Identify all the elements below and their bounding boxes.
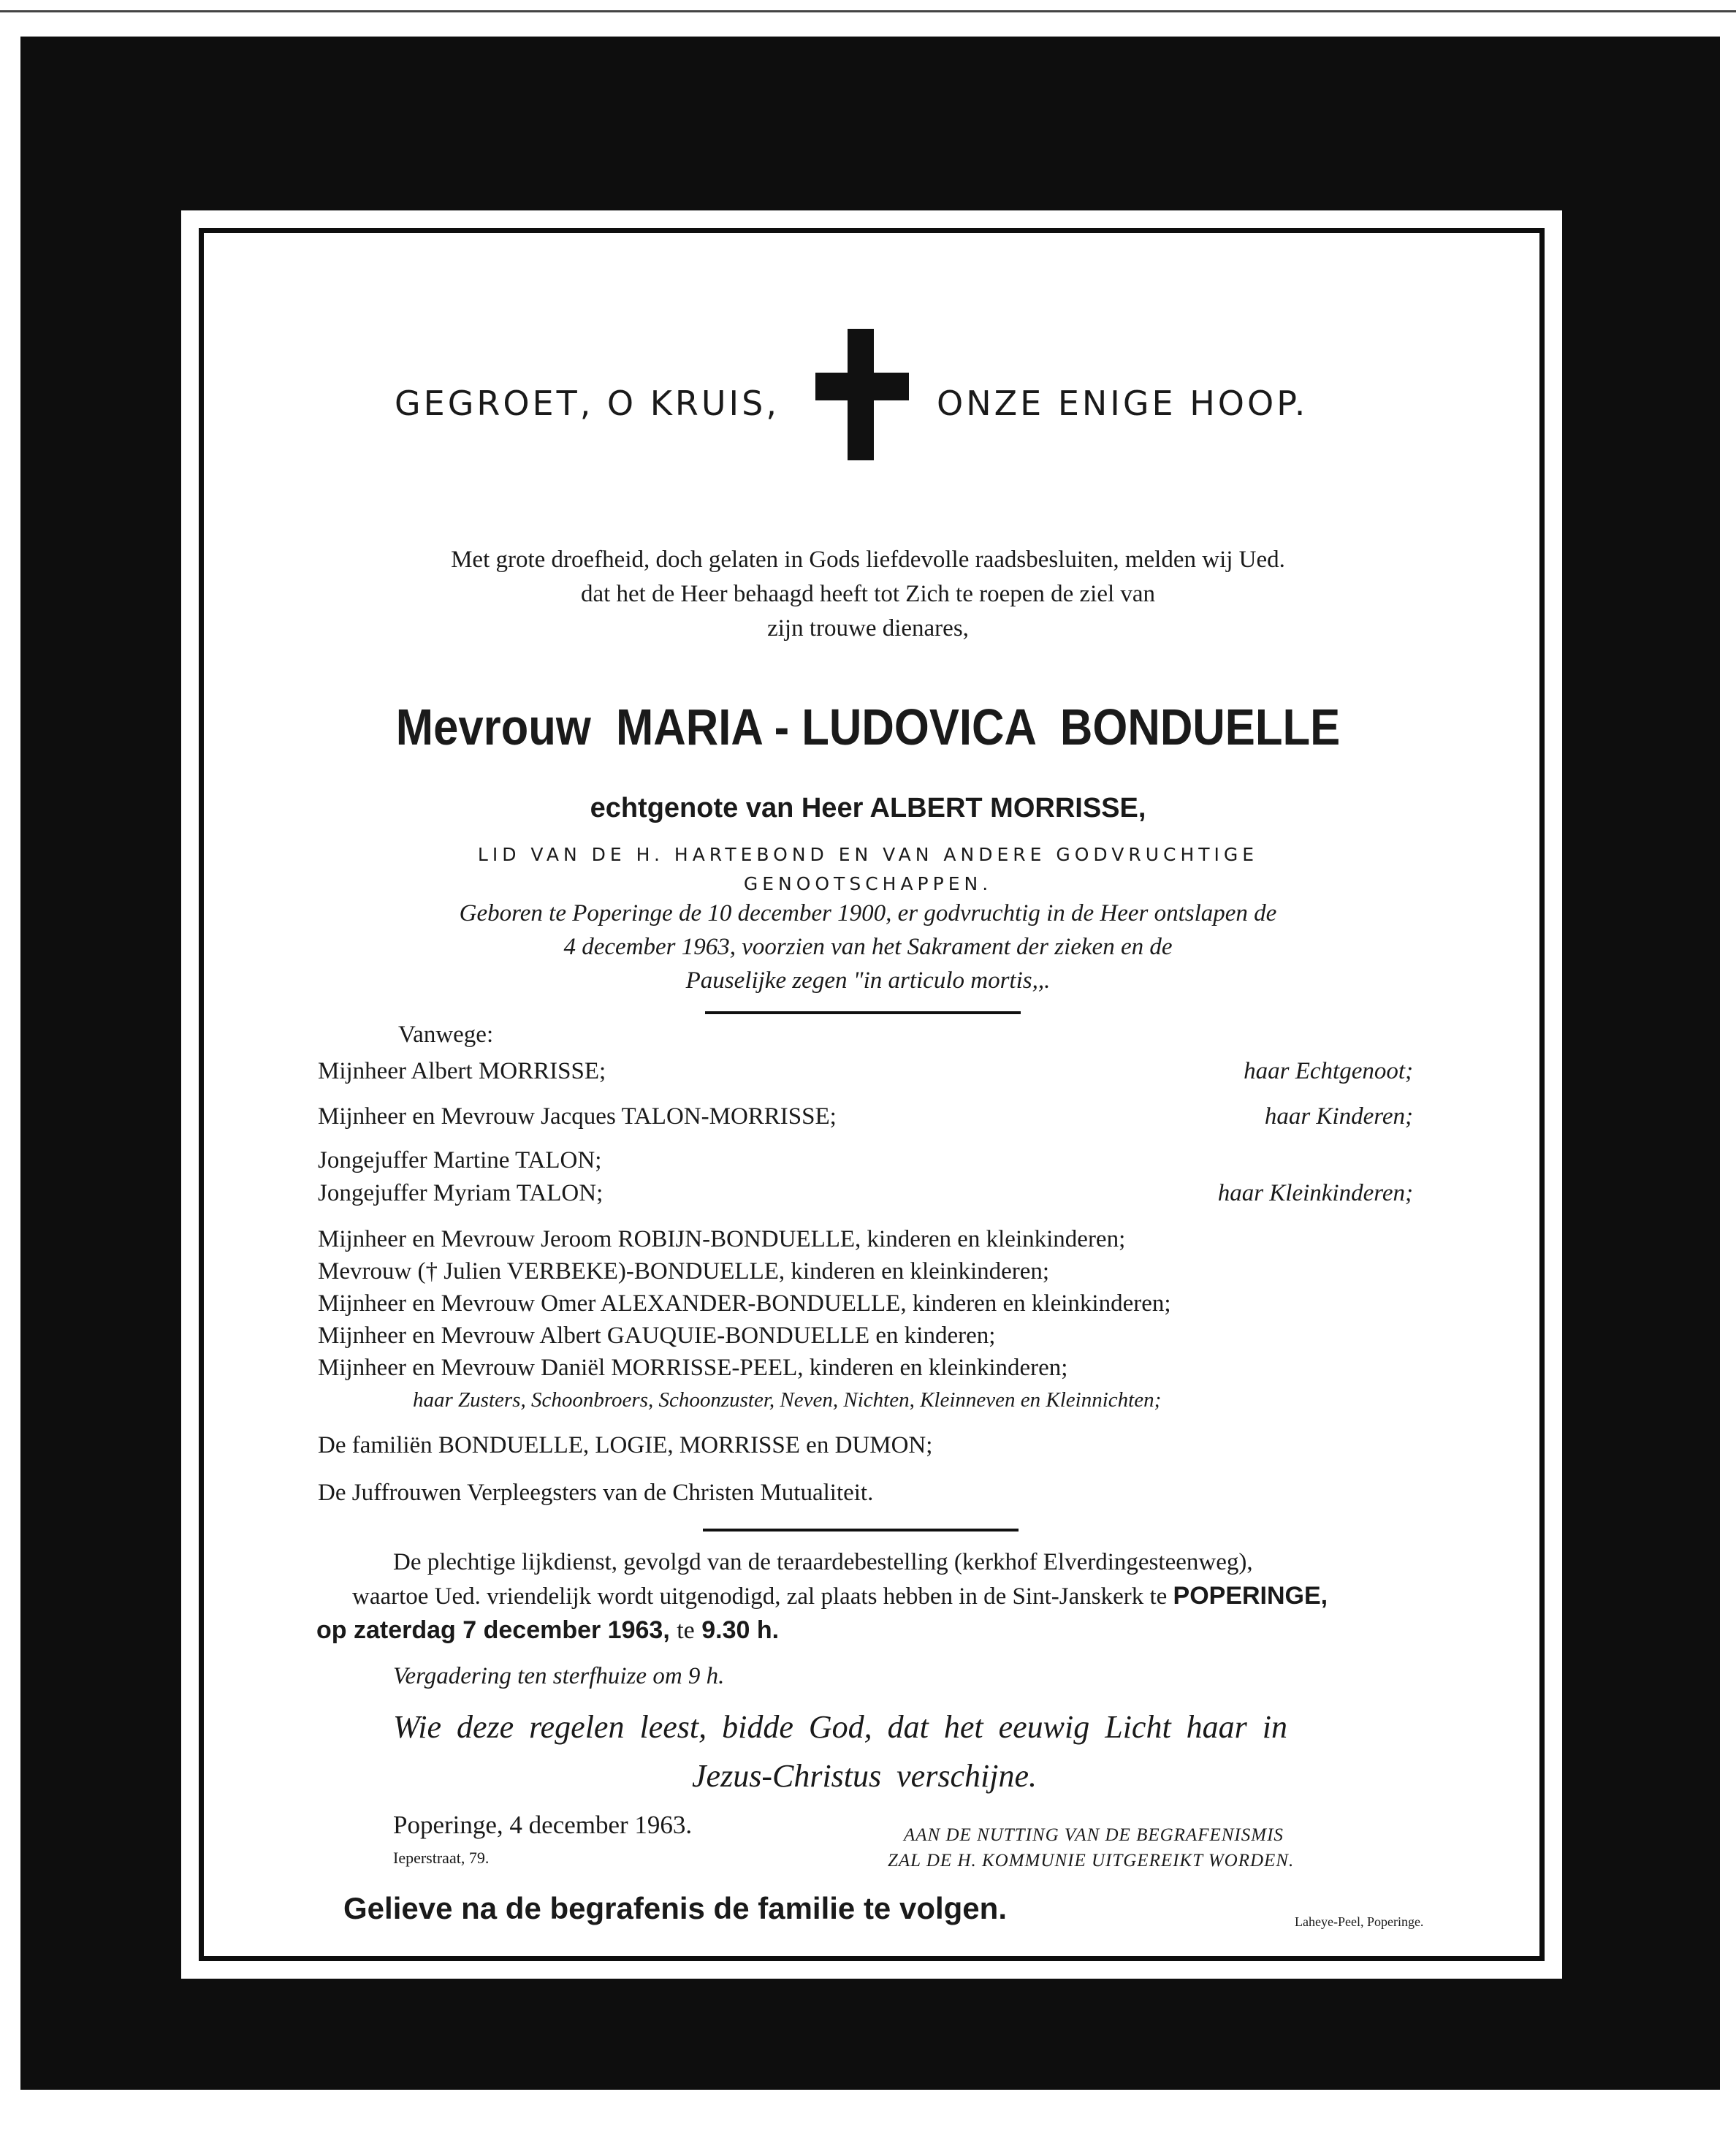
divider-2: [703, 1529, 1019, 1532]
service-line-2: [352, 1582, 1328, 1610]
vanwege-label: Vanwege:: [398, 1021, 494, 1048]
families-line: De familiën BONDUELLE, LOGIE, MORRISSE en DUMON;: [318, 1432, 933, 1458]
intro-line-3: zijn trouwe dienares,: [767, 615, 969, 642]
intro-line-2: dat het de Heer behaagd heeft tot Zich te roepen de ziel van: [580, 581, 1156, 607]
service-time: 9.30 h.: [701, 1616, 780, 1644]
deceased-name: Mevrouw MARIA - LUDOVICA BONDUELLE: [395, 699, 1341, 756]
sibling-line: Mevrouw († Julien VERBEKE)-BONDUELLE, kinderen en kleinkinderen;: [318, 1258, 1050, 1285]
header-left: GEGROET, O KRUIS,: [395, 384, 780, 423]
service-line-1: De plechtige lijkdienst, gevolgd van de teraardebestelling (kerkhof Elverdingesteenweg),: [393, 1549, 1253, 1575]
scan-top-line: [0, 10, 1736, 12]
follow-notice: Gelieve na de begrafenis de familie te volgen.: [343, 1891, 1007, 1925]
header-right: ONZE ENIGE HOOP.: [937, 384, 1309, 423]
relation-name: Mijnheer en Mevrouw Jacques TALON-MORRISSE;: [318, 1103, 837, 1130]
relation-name: Mijnheer Albert MORRISSE;: [318, 1058, 606, 1084]
address: Ieperstraat, 79.: [393, 1849, 490, 1867]
relation-name: Jongejuffer Myriam TALON;: [318, 1180, 604, 1206]
sibling-line: Mijnheer en Mevrouw Omer ALEXANDER-BONDUELLE, kinderen en kleinkinderen;: [318, 1290, 1171, 1317]
printer-credit: Laheye-Peel, Poperinge.: [1295, 1914, 1424, 1929]
divider-1: [705, 1011, 1021, 1014]
relation-role: haar Kleinkinderen;: [1217, 1180, 1413, 1206]
service-town: POPERINGE,: [1173, 1582, 1328, 1610]
birth-death-line-2: 4 december 1963, voorzien van het Sakrament der zieken en de: [563, 934, 1173, 960]
intro-line-1: Met grote droefheid, doch gelaten in Gods liefdevolle raadsbesluiten, melden wij Ued.: [451, 547, 1285, 573]
place-date: Poperinge, 4 december 1963.: [393, 1811, 693, 1839]
membership-line-1: LID VAN DE H. HARTEBOND EN VAN ANDERE GODVRUCHTIGE: [477, 844, 1259, 865]
service-te: te: [677, 1617, 695, 1644]
service-invitation: waartoe Ued. vriendelijk wordt uitgenodigd, zal plaats hebben in de Sint-Janskerk te: [352, 1583, 1168, 1610]
inner-border: [199, 228, 1545, 1961]
birth-death-line-1: Geboren te Poperinge de 10 december 1900, er godvruchtig in de Heer ontslapen de: [459, 900, 1277, 926]
prayer-line-1: Wie deze regelen leest, bidde God, dat het eeuwig Licht haar in: [393, 1709, 1288, 1745]
sibling-line: Mijnheer en Mevrouw Jeroom ROBIJN-BONDUELLE, kinderen en kleinkinderen;: [318, 1226, 1126, 1252]
communion-line-2: ZAL DE H. KOMMUNIE UITGEREIKT WORDEN.: [888, 1851, 1295, 1871]
service-day: op zaterdag 7 december 1963,: [316, 1616, 670, 1644]
sibling-line: Mijnheer en Mevrouw Albert GAUQUIE-BONDUELLE en kinderen;: [318, 1323, 996, 1349]
service-line-3: [316, 1616, 779, 1645]
relation-role: haar Echtgenoot;: [1244, 1058, 1413, 1084]
membership-line-2: GENOOTSCHAPPEN.: [743, 873, 993, 894]
birth-death-line-3: Pauselijke zegen "in articulo mortis,,.: [685, 967, 1051, 994]
communion-line-1: AAN DE NUTTING VAN DE BEGRAFENISMIS: [904, 1825, 1284, 1845]
nurses-line: De Juffrouwen Verpleegsters van de Christen Mutualiteit.: [318, 1480, 874, 1506]
gathering-line: Vergadering ten sterfhuize om 9 h.: [393, 1663, 725, 1689]
prayer-line-2: Jezus-Christus verschijne.: [692, 1758, 1037, 1794]
relation-name: Jongejuffer Martine TALON;: [318, 1147, 602, 1173]
spouse-line: echtgenote van Heer ALBERT MORRISSE,: [590, 793, 1146, 823]
siblings-note: haar Zusters, Schoonbroers, Schoonzuster, Neven, Nichten, Kleinneven en Kleinnichten;: [413, 1388, 1162, 1412]
relation-role: haar Kinderen;: [1264, 1103, 1413, 1130]
sibling-line: Mijnheer en Mevrouw Daniël MORRISSE-PEEL, kinderen en kleinkinderen;: [318, 1355, 1068, 1381]
